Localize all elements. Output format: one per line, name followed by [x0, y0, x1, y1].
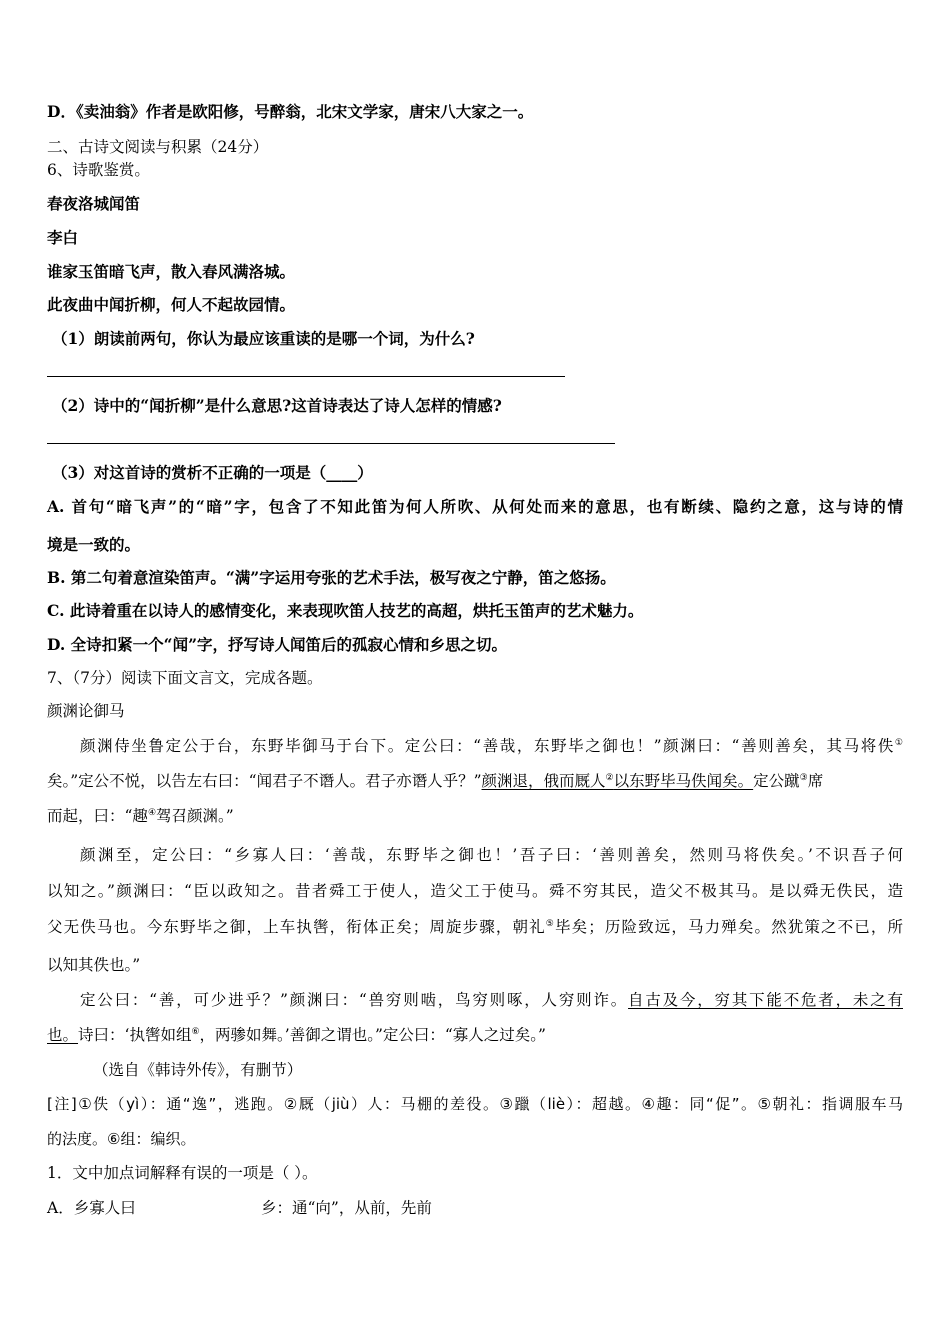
- paragraph-1-line-1: 颜渊侍坐鲁定公于台，东野毕御马于台下。定公曰：“善哉，东野毕之御也！”颜渊曰：“善则善矣，其马将佚①: [80, 737, 903, 755]
- poem-author: 李白: [47, 228, 79, 247]
- option-c: C. 此诗着重在以诗人的感情变化，来表现吹笛人技艺的高超，烘托玉笛声的艺术魅力。: [47, 601, 644, 620]
- choice-a: A．乡寡人曰 乡：通“向”，从前，先前: [47, 1199, 432, 1217]
- underlined-sentence-1: 颜渊退，俄而厩人②以东野毕马佚闻矣。: [481, 772, 754, 790]
- question-7-title: 7、（7分）阅读下面文言文，完成各题。: [47, 669, 323, 687]
- paragraph-2-line-3: 父无佚马也。今东野毕之御，上车执辔，衔体正矣；周旋步骤，朝礼⑤毕矣；历险致远，马力殚矣。然犹策之不已，所: [47, 918, 903, 936]
- underlined-sentence-2: 自古及今，穷其下能不危者，未之有: [628, 991, 903, 1009]
- option-a-line-2: 境是一致的。: [47, 535, 141, 554]
- paragraph-1-line-2: 矣。”定公不悦，以告左右曰：“闻君子不谮人。君子亦谮人乎？”颜渊退，俄而厩人②以东野毕马佚闻矣。定公蹴③席: [47, 772, 824, 790]
- notes-line-2: 的法度。⑥组：编织。: [47, 1130, 196, 1148]
- section-2-title: 二、古诗文阅读与积累（24分）: [47, 138, 269, 156]
- paragraph-3-line-2: 也。诗曰：‘执辔如组⑥，两骖如舞。’善御之谓也。”定公曰：“寡人之过矣。”: [47, 1026, 546, 1044]
- option-d: D. 全诗扣紧一个“闻”字，抒写诗人闻笛后的孤寂心情和乡思之切。: [47, 635, 508, 654]
- option-d-line: D．《卖油翁》作者是欧阳修，号醉翁，北宋文学家，唐宋八大家之一。: [47, 102, 534, 121]
- question-6-title: 6、诗歌鉴赏。: [47, 161, 150, 179]
- paragraph-3-line-1: 定公曰：“善，可少进乎？”颜渊曰：“兽穷则啮，鸟穷则啄，人穷则诈。自古及今，穷其下能不危者，未之有: [80, 991, 903, 1009]
- sub-question-1: （1）朗读前两句，你认为最应该重读的是哪一个词，为什么?: [52, 329, 475, 348]
- paragraph-2-line-4: 以知其佚也。”: [47, 956, 141, 974]
- poem-title: 春夜洛城闻笛: [47, 194, 141, 213]
- answer-blank-1[interactable]: [47, 376, 565, 377]
- paragraph-2-line-2: 以知之。”颜渊曰：“臣以政知之。昔者舜工于使人，造父工于使马。舜不穷其民，造父不极其马。是以舜无佚民，造: [47, 882, 903, 900]
- poem-line-2: 此夜曲中闻折柳，何人不起故园情。: [47, 295, 296, 314]
- option-b: B. 第二句着意渲染笛声。“满”字运用夸张的艺术手法，极写夜之宁静，笛之悠扬。: [47, 568, 616, 587]
- essay-title: 颜渊论御马: [47, 702, 125, 720]
- notes-line-1: [注]①佚（yì）：通“逸”，逃跑。②厩（jiù）人：马棚的差役。③躐（liè）：超越。④趣：同“促”。⑤朝礼：指调服车马: [47, 1095, 903, 1113]
- answer-blank-2[interactable]: [47, 443, 615, 444]
- sub-question-3: （3）对这首诗的赏析不正确的一项是（____）: [52, 463, 373, 482]
- underlined-sentence-2-end: 也。: [47, 1026, 79, 1044]
- source-citation: （选自《韩诗外传》，有删节）: [93, 1061, 303, 1079]
- sub-question-2: （2）诗中的“闻折柳”是什么意思?这首诗表达了诗人怎样的情感?: [52, 396, 502, 415]
- option-a-line-1: A. 首句“暗飞声”的“暗”字，包含了不知此笛为何人所吹、从何处而来的意思，也有断续、隐约之意，这与诗的情: [47, 497, 903, 516]
- paragraph-1-line-3: 而起，曰：“趣④驾召颜渊。”: [47, 807, 234, 825]
- paragraph-2-line-1: 颜渊至，定公曰：“乡寡人曰：‘善哉，东野毕之御也！’吾子曰：‘善则善矣，然则马将佚矣。’不识吾子何: [80, 846, 903, 864]
- poem-line-1: 谁家玉笛暗飞声，散入春风满洛城。: [47, 262, 296, 281]
- sub-question-1-word-meaning: 1．文中加点词解释有误的一项是（ ）。: [47, 1164, 318, 1182]
